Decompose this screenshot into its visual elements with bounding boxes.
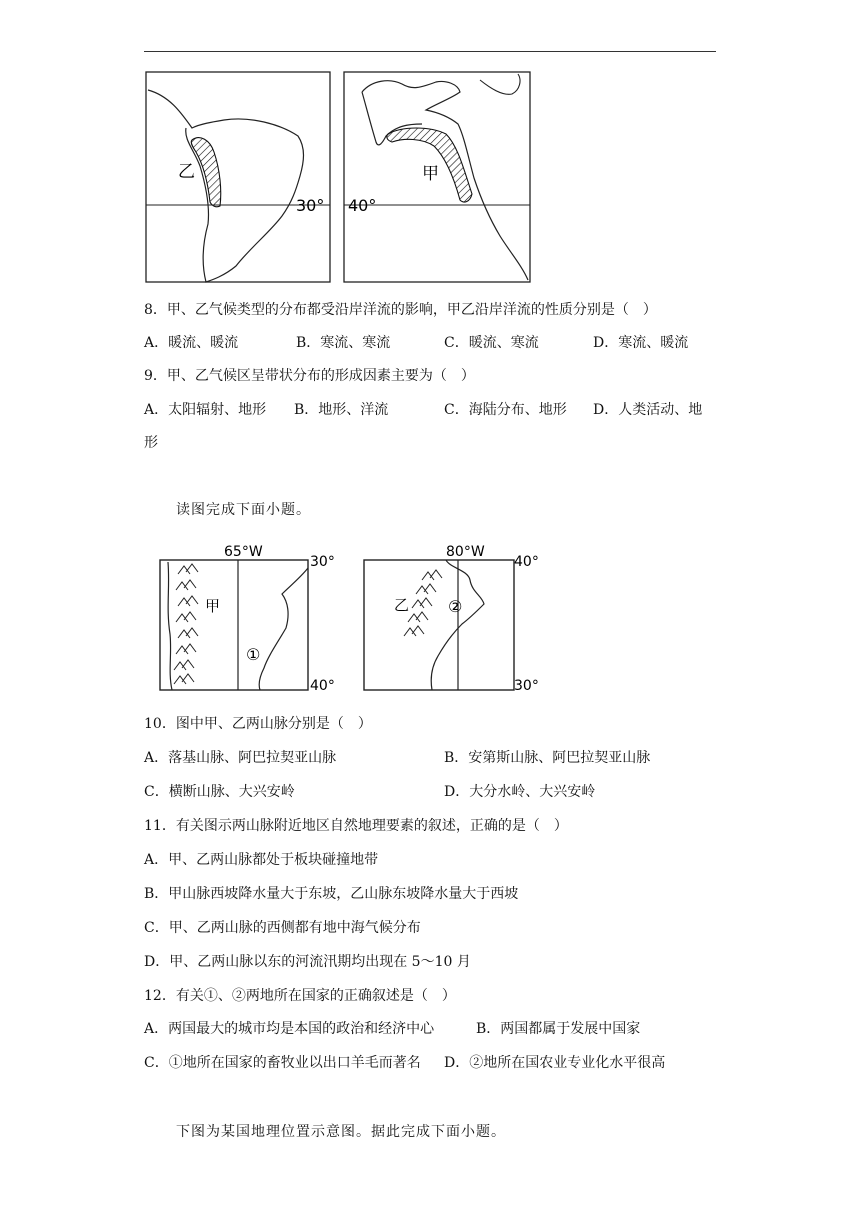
map-panel-right-mountains [364, 560, 514, 690]
coast-west-left [168, 562, 172, 690]
label-left-top-lat: 30° [310, 554, 335, 570]
label-mountain-jia: 甲 [205, 597, 221, 615]
q8-option-a: A．暖流、暖流 [144, 335, 239, 351]
label-point-2: ② [448, 597, 463, 616]
q12-option-a: A．两国最大的城市均是本国的政治和经济中心 [144, 1021, 435, 1037]
label-40-lat: 40° [348, 196, 377, 215]
label-30-lat: 30° [296, 196, 325, 215]
q10-option-a: A．落基山脉、阿巴拉契亚山脉 [144, 750, 337, 766]
q9-option-d: D．人类活动、地 [593, 402, 703, 418]
label-80w: 80°W [446, 544, 485, 560]
q11-stem: 11．有关图示两山脉附近地区自然地理要素的叙述，正确的是（ ） [144, 818, 568, 834]
q9-option-a: A．太阳辐射、地形 [144, 402, 267, 418]
q12-option-b: B．两国都属于发展中国家 [476, 1021, 641, 1037]
label-left-bottom-lat: 40° [310, 678, 335, 694]
mountain-symbols-jia [174, 564, 198, 684]
q10-option-c: C．横断山脉、大兴安岭 [144, 784, 295, 800]
q10-option-d: D．大分水岭、大兴安岭 [444, 784, 596, 800]
intro-read-figure: 读图完成下面小题。 [176, 502, 311, 518]
q12-option-c: C．①地所在国家的畜牧业以出口羊毛而著名 [144, 1055, 421, 1071]
figure-mountain-maps [150, 538, 550, 698]
q9-option-d-wrap: 形 [144, 435, 158, 451]
label-right-bottom-lat: 30° [514, 678, 539, 694]
q8-option-d: D．寒流、暖流 [593, 335, 689, 351]
coastline-right [362, 81, 528, 280]
q11-option-b: B．甲山脉西坡降水量大于东坡，乙山脉东坡降水量大于西坡 [144, 886, 519, 902]
coastline-left [148, 90, 304, 282]
q8-option-c: C．暖流、寒流 [444, 335, 539, 351]
q8-stem: 8．甲、乙气候类型的分布都受沿岸洋流的影响，甲乙沿岸洋流的性质分别是（ ） [144, 302, 657, 318]
label-65w: 65°W [224, 544, 263, 560]
map-panel-left-mountains [160, 560, 308, 690]
q12-stem: 12．有关①、②两地所在国家的正确叙述是（ ） [144, 988, 456, 1004]
q11-option-a: A．甲、乙两山脉都处于板块碰撞地带 [144, 852, 379, 868]
header-rule [144, 51, 716, 52]
q11-option-d: D．甲、乙两山脉以东的河流汛期均出现在 5～10 月 [144, 954, 471, 970]
island-right [480, 74, 520, 94]
mountain-symbols-yi [404, 570, 442, 636]
label-mountain-yi: 乙 [394, 596, 410, 614]
q11-option-c: C．甲、乙两山脉的西侧都有地中海气候分布 [144, 920, 421, 936]
hatched-zone-yi [191, 138, 221, 207]
q9-stem: 9．甲、乙气候区呈带状分布的形成因素主要为（ ） [144, 368, 475, 384]
label-jia: 甲 [422, 164, 439, 184]
label-yi: 乙 [178, 162, 195, 182]
map-panel-south-america [146, 72, 330, 282]
figure-climate-maps [140, 66, 540, 288]
intro-country-location: 下图为某国地理位置示意图。据此完成下面小题。 [176, 1124, 506, 1140]
q9-option-b: B．地形、洋流 [294, 402, 389, 418]
coast-east-left [259, 568, 308, 690]
q12-option-d: D．②地所在国农业专业化水平很高 [444, 1055, 666, 1071]
q10-option-b: B．安第斯山脉、阿巴拉契亚山脉 [444, 750, 651, 766]
label-point-1: ① [246, 645, 261, 664]
q10-stem: 10．图中甲、乙两山脉分别是（ ） [144, 716, 372, 732]
q9-option-c: C．海陆分布、地形 [444, 402, 567, 418]
label-right-top-lat: 40° [514, 554, 539, 570]
q8-option-b: B．寒流、寒流 [296, 335, 391, 351]
